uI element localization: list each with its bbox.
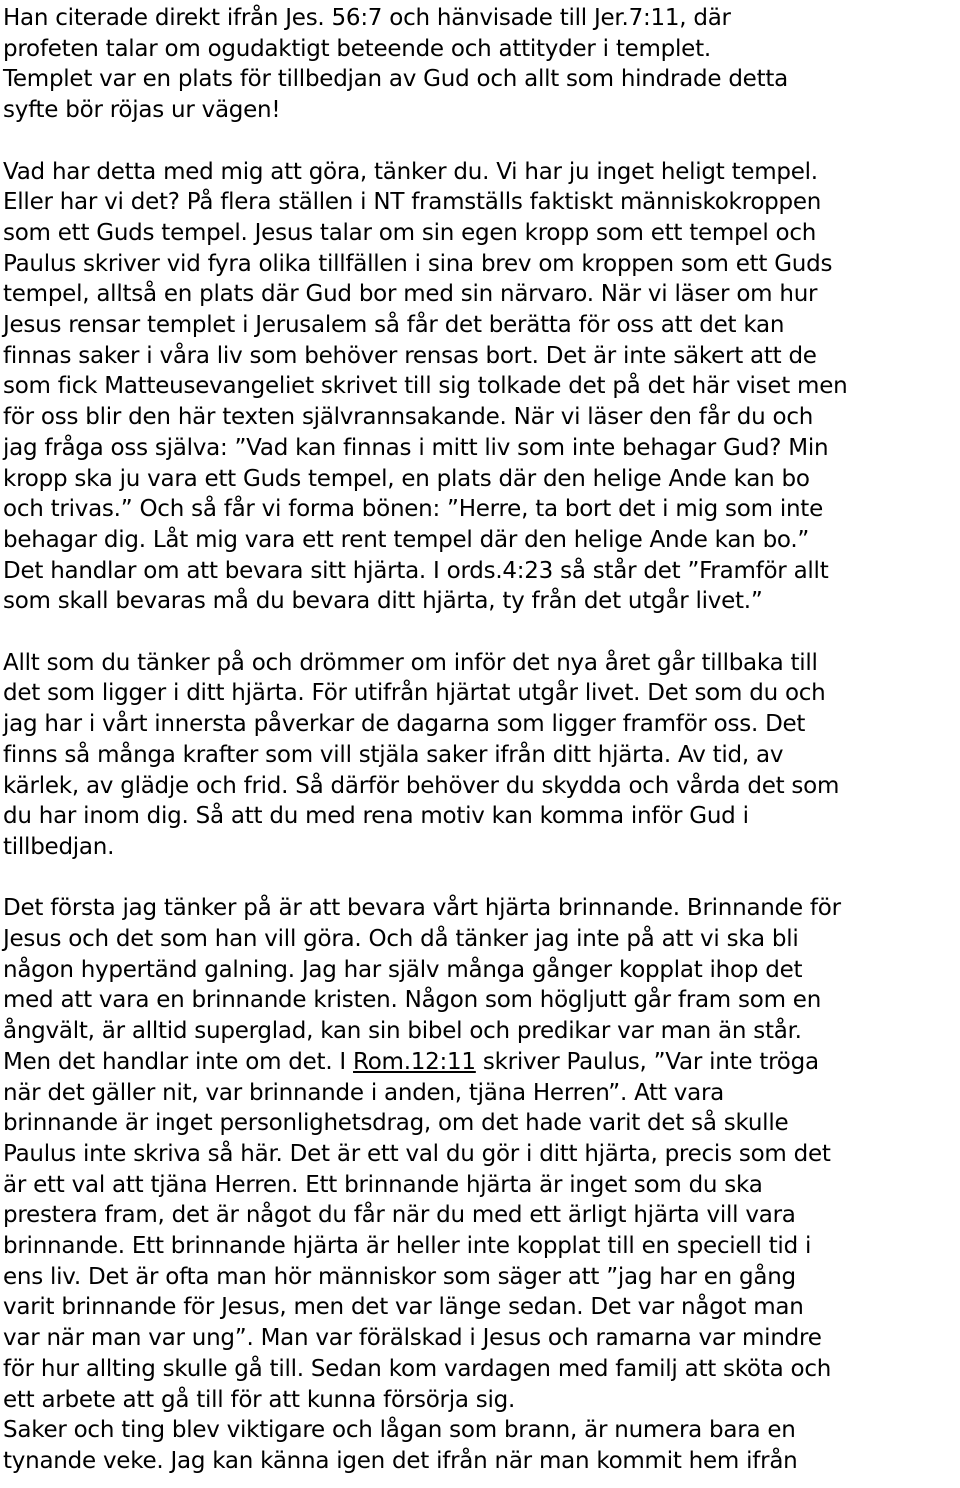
paragraph-gap — [3, 617, 958, 648]
paragraph-body-as-temple: Vad har detta med mig att göra, tänker du. Vi har ju inget heligt tempel. Eller har vi det? På flera ställen i NT framställs faktiskt människokroppen som ett Guds tempel. Jesus talar om sin egen kropp som ett tempel och Paulus skriver vid fyra olika tillfällen i sina brev om kroppen som ett Guds tempel, alltså en plats där Gud bor med sin närvaro. När vi läser om hur Jesus rensar templet i Jerusalem så får det berätta för oss att det kan finnas saker i våra liv som behöver rensas bort. Det är inte säkert att de som fick Matteusevangeliet skrivet till sig tolkade det på det här viset men för oss blir den här texten självrannsakande. När vi läser den får du och jag fråga oss själva: ”Vad kan finnas i mitt liv som inte behagar Gud? Min kropp ska ju vara ett Guds tempel, en plats där den helige Ande kan bo och trivas.” Och så får vi forma bönen: ”Herre, ta bort det i mig som inte behagar dig. Låt mig vara ett rent tempel där den helige Ande kan bo.” Det handlar om att bevara sitt hjärta. I ords.4:23 så står det ”Framför allt som skall bevaras må du bevara ditt hjärta, ty från det utgår livet.” — [3, 158, 848, 615]
paragraph-gap — [3, 863, 958, 894]
paragraph-gap — [3, 126, 958, 157]
paragraph-burning-heart-text-end: skriver Paulus, ”Var inte tröga när det gäller nit, var brinnande i anden, tjäna Herren”. Att vara brinnande är inget personlighetsdrag, om det hade varit det så skulle Paulus inte skriva så här. Det är ett val du gör i ditt hjärta, precis som det är ett val att tjäna Herren. Ett brinnande hjärta är inget som du ska prestera fram, det är något du får när du med ett ärligt hjärta vill vara brinnande. Ett brinnande hjärta är heller inte kopplat till en speciell tid i ens liv. Det är ofta man hör människor som säger att ”jag har en gång varit brinnande för Jesus, men det var länge sedan. Det var något man var när man var ung”. Man var förälskad i Jesus och ramarna var mindre för hur allting skulle gå till. Sedan kom vardagen med familj att sköta och ett arbete att gå till för att kunna försörja sig. — [3, 1048, 832, 1413]
paragraph-jesus-cites-scripture: Han citerade direkt ifrån Jes. 56:7 och hänvisade till Jer.7:11, där profeten talar om ogudaktigt beteende och attityder i templet. Templet var en plats för tillbedjan av Gud och allt som hindrade detta syfte bör röjas ur vägen! — [3, 5, 788, 124]
bible-reference-link[interactable]: Rom.12:11 — [353, 1048, 476, 1075]
paragraph-dwindling-flame: Saker och ting blev viktigare och lågan som brann, är numera bara en tynande veke. Jag kan känna igen det ifrån när man kommit hem ifrån — [3, 1417, 798, 1474]
paragraph-burning-heart — [3, 893, 958, 1415]
document-page — [3, 3, 958, 1477]
paragraph-new-year-heart: Allt som du tänker på och drömmer om inför det nya året går tillbaka till det som ligger i ditt hjärta. För utifrån hjärtat utgår livet. Det som du och jag har i vårt innersta påverkar de dagarna som ligger framför oss. Det finns så många krafter som vill stjäla saker ifrån ditt hjärta. Av tid, av kärlek, av glädje och frid. Så därför behöver du skydda och vårda det som du har inom dig. Så att du med rena motiv kan komma inför Gud i tillbedjan. — [3, 649, 840, 860]
paragraph-burning-heart-text-start: Det första jag tänker på är att bevara vårt hjärta brinnande. Brinnande för Jesus och det som han vill göra. Och då tänker jag inte på att vi ska bli någon hypertänd galning. Jag har själv många gånger kopplat ihop det med att vara en brinnande kristen. Någon som högljutt går fram som en ångvält, är alltid superglad, kan sin bibel och predikar var man än står. Men det handlar inte om det. I — [3, 895, 841, 1075]
